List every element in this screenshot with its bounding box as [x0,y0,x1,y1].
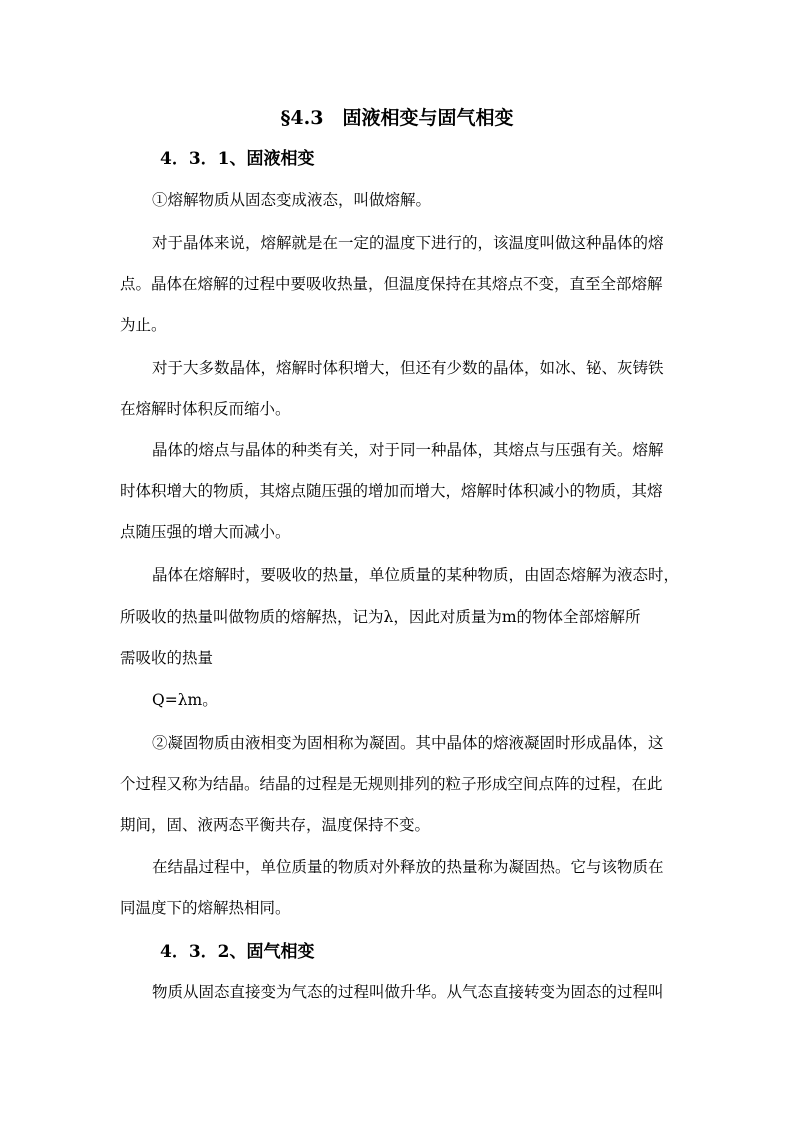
paragraph-line: 个过程又称为结晶。结晶的过程是无规则排列的粒子形成空间点阵的过程，在此 [120,775,663,793]
paragraph-line: ②凝固物质由液相变为固相称为凝固。其中晶体的熔液凝固时形成晶体，这 [152,734,664,752]
paragraph-line: 在熔解时体积反而缩小。 [120,400,291,418]
paragraph-line: 所吸收的热量叫做物质的熔解热，记为λ，因此对质量为m的物体全部熔解所 [120,608,641,626]
paragraph-line: 点。晶体在熔解的过程中要吸收热量，但温度保持在其熔点不变，直至全部熔解 [120,275,663,293]
paragraph-line: 时体积增大的物质，其熔点随压强的增加而增大，熔解时体积减小的物质，其熔 [120,482,663,500]
paragraph-line: 在结晶过程中，单位质量的物质对外释放的热量称为凝固热。它与该物质在 [152,858,664,876]
paragraph-line: 对于晶体来说，熔解就是在一定的温度下进行的，该温度叫做这种晶体的熔 [152,234,664,252]
paragraph-line: 为止。 [120,316,167,334]
section-heading-4-3-1: 4．3．1、固液相变 [160,149,315,169]
formula-line: Q=λm。 [152,691,218,709]
section-heading-4-3-2: 4．3．2、固气相变 [160,942,315,962]
paragraph-line: 期间，固、液两态平衡共存，温度保持不变。 [120,816,431,834]
paragraph-line: 物质从固态直接变为气态的过程叫做升华。从气态直接转变为固态的过程叫 [152,983,664,1001]
paragraph-line: ①熔解物质从固态变成液态，叫做熔解。 [152,191,432,209]
paragraph-line: 需吸收的热量 [120,649,214,667]
paragraph-line: 点随压强的增大而减小。 [120,523,291,541]
paragraph-line: 对于大多数晶体，熔解时体积增大，但还有少数的晶体，如冰、铋、灰铸铁 [152,359,664,377]
page-title: §4.3 固液相变与固气相变 [280,107,514,129]
paragraph-line: 晶体的熔点与晶体的种类有关，对于同一种晶体，其熔点与压强有关。熔解 [152,441,664,459]
paragraph-line: 晶体在熔解时，要吸收的热量，单位质量的某种物质，由固态熔解为液态时， [152,566,680,584]
paragraph-line: 同温度下的熔解热相同。 [120,899,291,917]
